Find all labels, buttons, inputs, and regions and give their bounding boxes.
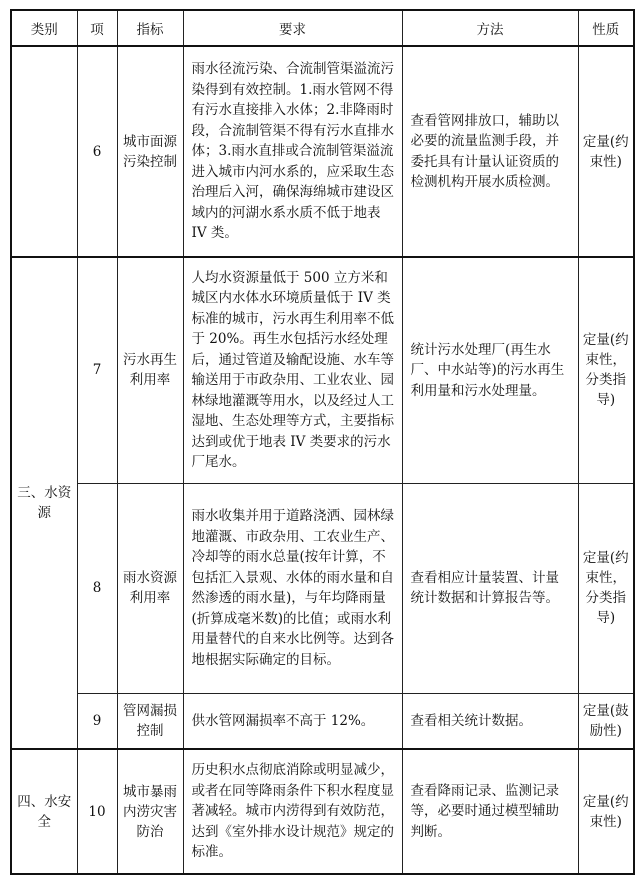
table-row <box>11 257 634 483</box>
requirement-text: 供水管网漏损率不高于 12%。 <box>183 693 402 749</box>
table-header-row <box>11 10 634 46</box>
method-text: 查看管网排放口，辅助以必要的流量监测手段，并委托具有计量认证资质的检测机构开展水质检测。 <box>402 46 578 257</box>
table-row <box>11 46 634 257</box>
item-number: 9 <box>77 693 117 749</box>
requirement-text: 雨水收集并用于道路浇洒、园林绿地灌溉、市政杂用、工农业生产、冷却等的雨水总量(按年计算，不包括汇入景观、水体的雨水量和自然渗透的雨水量)，与年均降雨量(折算成毫米数)的比值；或雨水利用量替代的自来水比例等。达到各地根据实际确定的目标。 <box>183 483 402 693</box>
method-text: 查看相应计量装置、计量统计数据和计算报告等。 <box>402 483 578 693</box>
nature-text: 定量(约束性) <box>578 46 634 257</box>
nature-text: 定量(约束性，分类指导) <box>578 257 634 483</box>
requirement-text: 雨水径流污染、合流制管渠溢流污染得到有效控制。1.雨水管网不得有污水直接排入水体；2.非降雨时段，合流制管渠不得有污水直排水体；3.雨水直排或合流制管渠溢流进入城市内河水系的，应采取生态治理后入河，确保海绵城市建设区域内的河湖水系水质不低于地表 IV 类。 <box>183 46 402 257</box>
method-text: 查看降雨记录、监测记录等，必要时通过模型辅助判断。 <box>402 749 578 874</box>
header-indicator: 指标 <box>117 10 183 46</box>
method-text: 查看相关统计数据。 <box>402 693 578 749</box>
header-method: 方法 <box>402 10 578 46</box>
nature-text: 定量(鼓励性) <box>578 693 634 749</box>
header-category: 类别 <box>11 10 77 46</box>
table-row <box>11 483 634 693</box>
item-number: 10 <box>77 749 117 874</box>
requirement-text: 人均水资源量低于 500 立方米和城区内水体水环境质量低于 IV 类标准的城市，污水再生利用率不低于 20%。再生水包括污水经处理后，通过管道及输配设施、水车等输送用于市政杂用、工业农业、园林绿地灌溉等用水，以及经过人工湿地、生态处理等方式，主要指标达到或优于地表 IV 类要求的污水厂尾水。 <box>183 257 402 483</box>
table-row <box>11 749 634 874</box>
indicator-name: 污水再生利用率 <box>117 257 183 483</box>
nature-text: 定量(约束性，分类指导) <box>578 483 634 693</box>
method-text: 统计污水处理厂(再生水厂、中水站等)的污水再生利用量和污水处理量。 <box>402 257 578 483</box>
indicator-table <box>10 9 635 875</box>
item-number: 6 <box>77 46 117 257</box>
category-water-resources: 三、水资源 <box>11 257 77 749</box>
nature-text: 定量(约束性) <box>578 749 634 874</box>
category-water-safety: 四、水安全 <box>11 749 77 874</box>
header-requirement: 要求 <box>183 10 402 46</box>
requirement-text: 历史积水点彻底消除或明显减少，或者在同等降雨条件下积水程度显著减轻。城市内涝得到有效防范，达到《室外排水设计规范》规定的标准。 <box>183 749 402 874</box>
table-row <box>11 693 634 749</box>
indicator-name: 雨水资源利用率 <box>117 483 183 693</box>
category-cell-empty <box>11 46 77 257</box>
indicator-name: 城市面源污染控制 <box>117 46 183 257</box>
indicator-name: 城市暴雨内涝灾害防治 <box>117 749 183 874</box>
item-number: 8 <box>77 483 117 693</box>
indicator-name: 管网漏损控制 <box>117 693 183 749</box>
item-number: 7 <box>77 257 117 483</box>
header-item: 项 <box>77 10 117 46</box>
header-nature: 性质 <box>578 10 634 46</box>
